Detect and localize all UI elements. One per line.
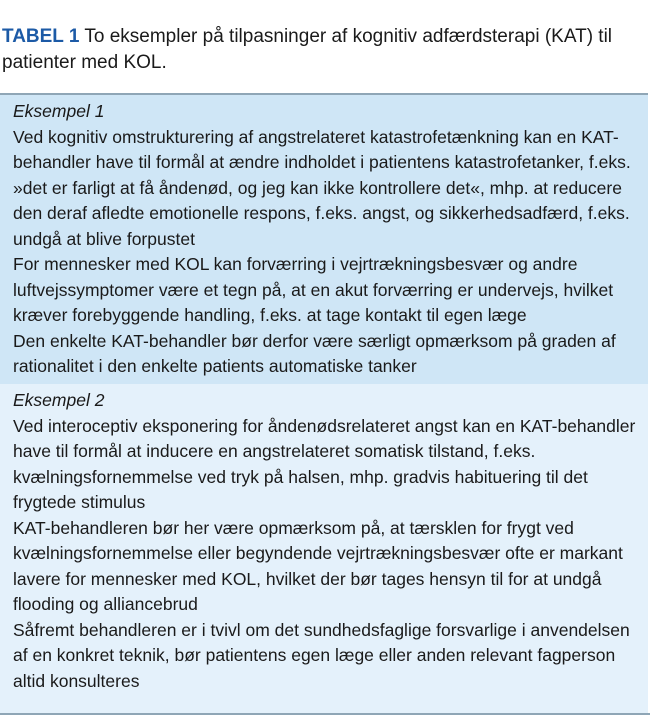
example-2-paragraph-2: KAT-behandleren bør her være opmærksom på, at tærsklen for frygt ved kvælningsfornemmelse eller begyndende vejrtrækningsbesvær ofte er markant lavere for mennesker med KOL, hvilket der bør tages hensyn til for at undgå flooding og alliancebrud <box>13 517 623 614</box>
example-1-paragraph-1: Ved kognitiv omstrukturering af angstrelateret katastrofetænkning kan en KAT-behandler have til formål at ændre indholdet i patientens katastrofetanker, f.eks. »det er farligt at få åndenød, og jeg kan ikke kontrollere det«, mhp. at reducere den deraf afledte emotionelle respons, f.eks. angst, og sikkerhedsadfærd, f.eks. undgå at blive forpustet <box>13 126 631 249</box>
example-2-paragraph-3: Såfremt behandleren er i tvivl om det sundhedsfaglige forsvarlige i anvendelsen af en konkret teknik, bør patientens egen læge eller anden relevant fagperson altid konsulteres <box>13 619 630 691</box>
example-2-panel <box>0 384 648 713</box>
example-1-paragraph-3: Den enkelte KAT-behandler bør derfor være særligt opmærksom på graden af rationalitet i den enkelte patients automatiske tanker <box>13 330 616 376</box>
table-caption <box>2 24 644 76</box>
table-label: TABEL 1 <box>2 26 80 47</box>
example-1-paragraph-2: For mennesker med KOL kan forværring i vejrtrækningsbesvær og andre luftvejssymptomer være et tegn på, at en akut forværring er undervejs, hvilket kræver forebyggende handling, f.eks. at tage kontakt til egen læge <box>13 254 614 325</box>
example-1-title: Eksempel 1 <box>13 101 105 121</box>
bottom-rule <box>0 713 650 715</box>
table-caption-text: To eksempler på tilpasninger af kognitiv adfærdsterapi (KAT) til patienter med KOL. <box>2 26 613 73</box>
example-2-paragraph-1: Ved interoceptiv eksponering for åndenødsrelateret angst kan en KAT-behandler have til formål at inducere en angstrelateret somatisk tilstand, f.eks. kvælningsfornemmelse ved tryk på halsen, mhp. gradvis habituering til det frygtede stimulus <box>13 415 636 512</box>
example-2-title: Eksempel 2 <box>13 390 105 410</box>
example-1-panel <box>0 93 648 384</box>
